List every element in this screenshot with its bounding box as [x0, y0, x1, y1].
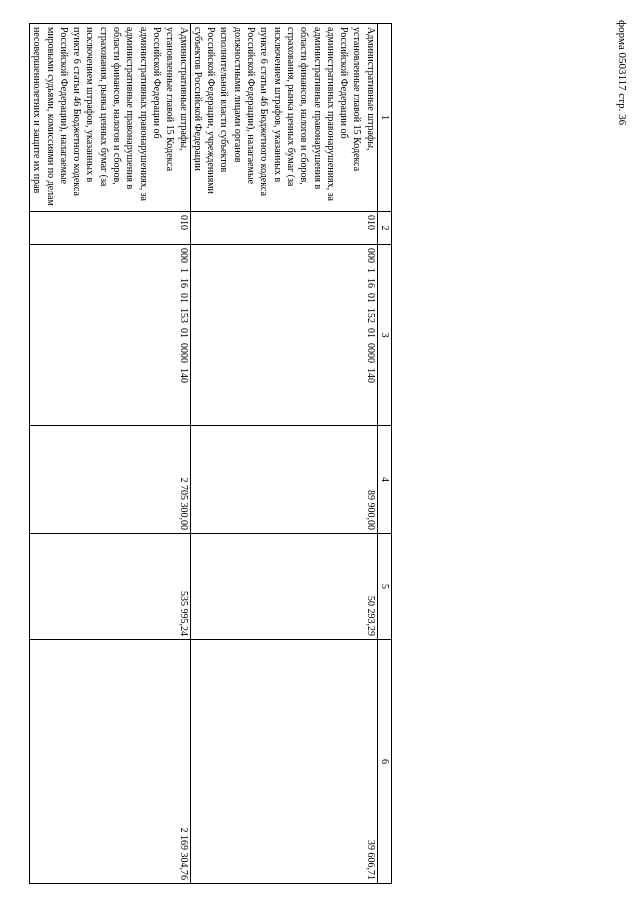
- column-number-row: [377, 24, 391, 884]
- column-number-1: 1: [377, 24, 391, 212]
- income-code-cell: 000 1 16 01 153 01 0000 140: [29, 245, 190, 426]
- approved-amount-cell: 2 705 300,00: [29, 426, 190, 534]
- unexecuted-amount-cell: 2 169 304,76: [29, 640, 190, 884]
- column-number-5: 5: [377, 534, 391, 640]
- column-number-3: 3: [377, 245, 391, 426]
- report-table-container: [31, 23, 392, 883]
- table-row: [190, 24, 377, 884]
- executed-amount-cell: 535 995,24: [29, 534, 190, 640]
- column-number-6: 6: [377, 640, 391, 884]
- executed-amount-cell: 50 293,29: [190, 534, 377, 640]
- column-number-4: 4: [377, 426, 391, 534]
- table-row: [29, 24, 190, 884]
- column-number-2: 2: [377, 212, 391, 245]
- form-page-label: форма 0503117 стр. 36: [616, 20, 628, 126]
- income-report-table: [29, 23, 392, 884]
- row-name-cell: Административные штрафы, установленные главой 15 Кодекса Российской Федерации об административных правонарушениях, за административные правонарушения в области финансов, налогов и сборов, страхования, рынка ценных бумаг (за исключением штрафов, указанных в пункте 6 статьи 46 Бюджетного кодекса Российской Федерации), налагаемые должностными лицами органов исполнительной власти субъектов Российской Федерации, учреждениями субъектов Российской Федерации: [190, 24, 377, 212]
- line-code-cell: 010: [190, 212, 377, 245]
- line-code-cell: 010: [29, 212, 190, 245]
- approved-amount-cell: 89 900,00: [190, 426, 377, 534]
- unexecuted-amount-cell: 39 606,71: [190, 640, 377, 884]
- income-code-cell: 000 1 16 01 152 01 0000 140: [190, 245, 377, 426]
- row-name-cell: Административные штрафы, установленные главой 15 Кодекса Российской Федерации об административных правонарушениях, за административные правонарушения в области финансов, налогов и сборов, страхования, рынка ценных бумаг (за исключением штрафов, указанных в пункте 6 статьи 46 Бюджетного кодекса Российской Федерации), налагаемые мировыми судьями, комиссиями по делам несовершеннолетних и защите их прав: [29, 24, 190, 212]
